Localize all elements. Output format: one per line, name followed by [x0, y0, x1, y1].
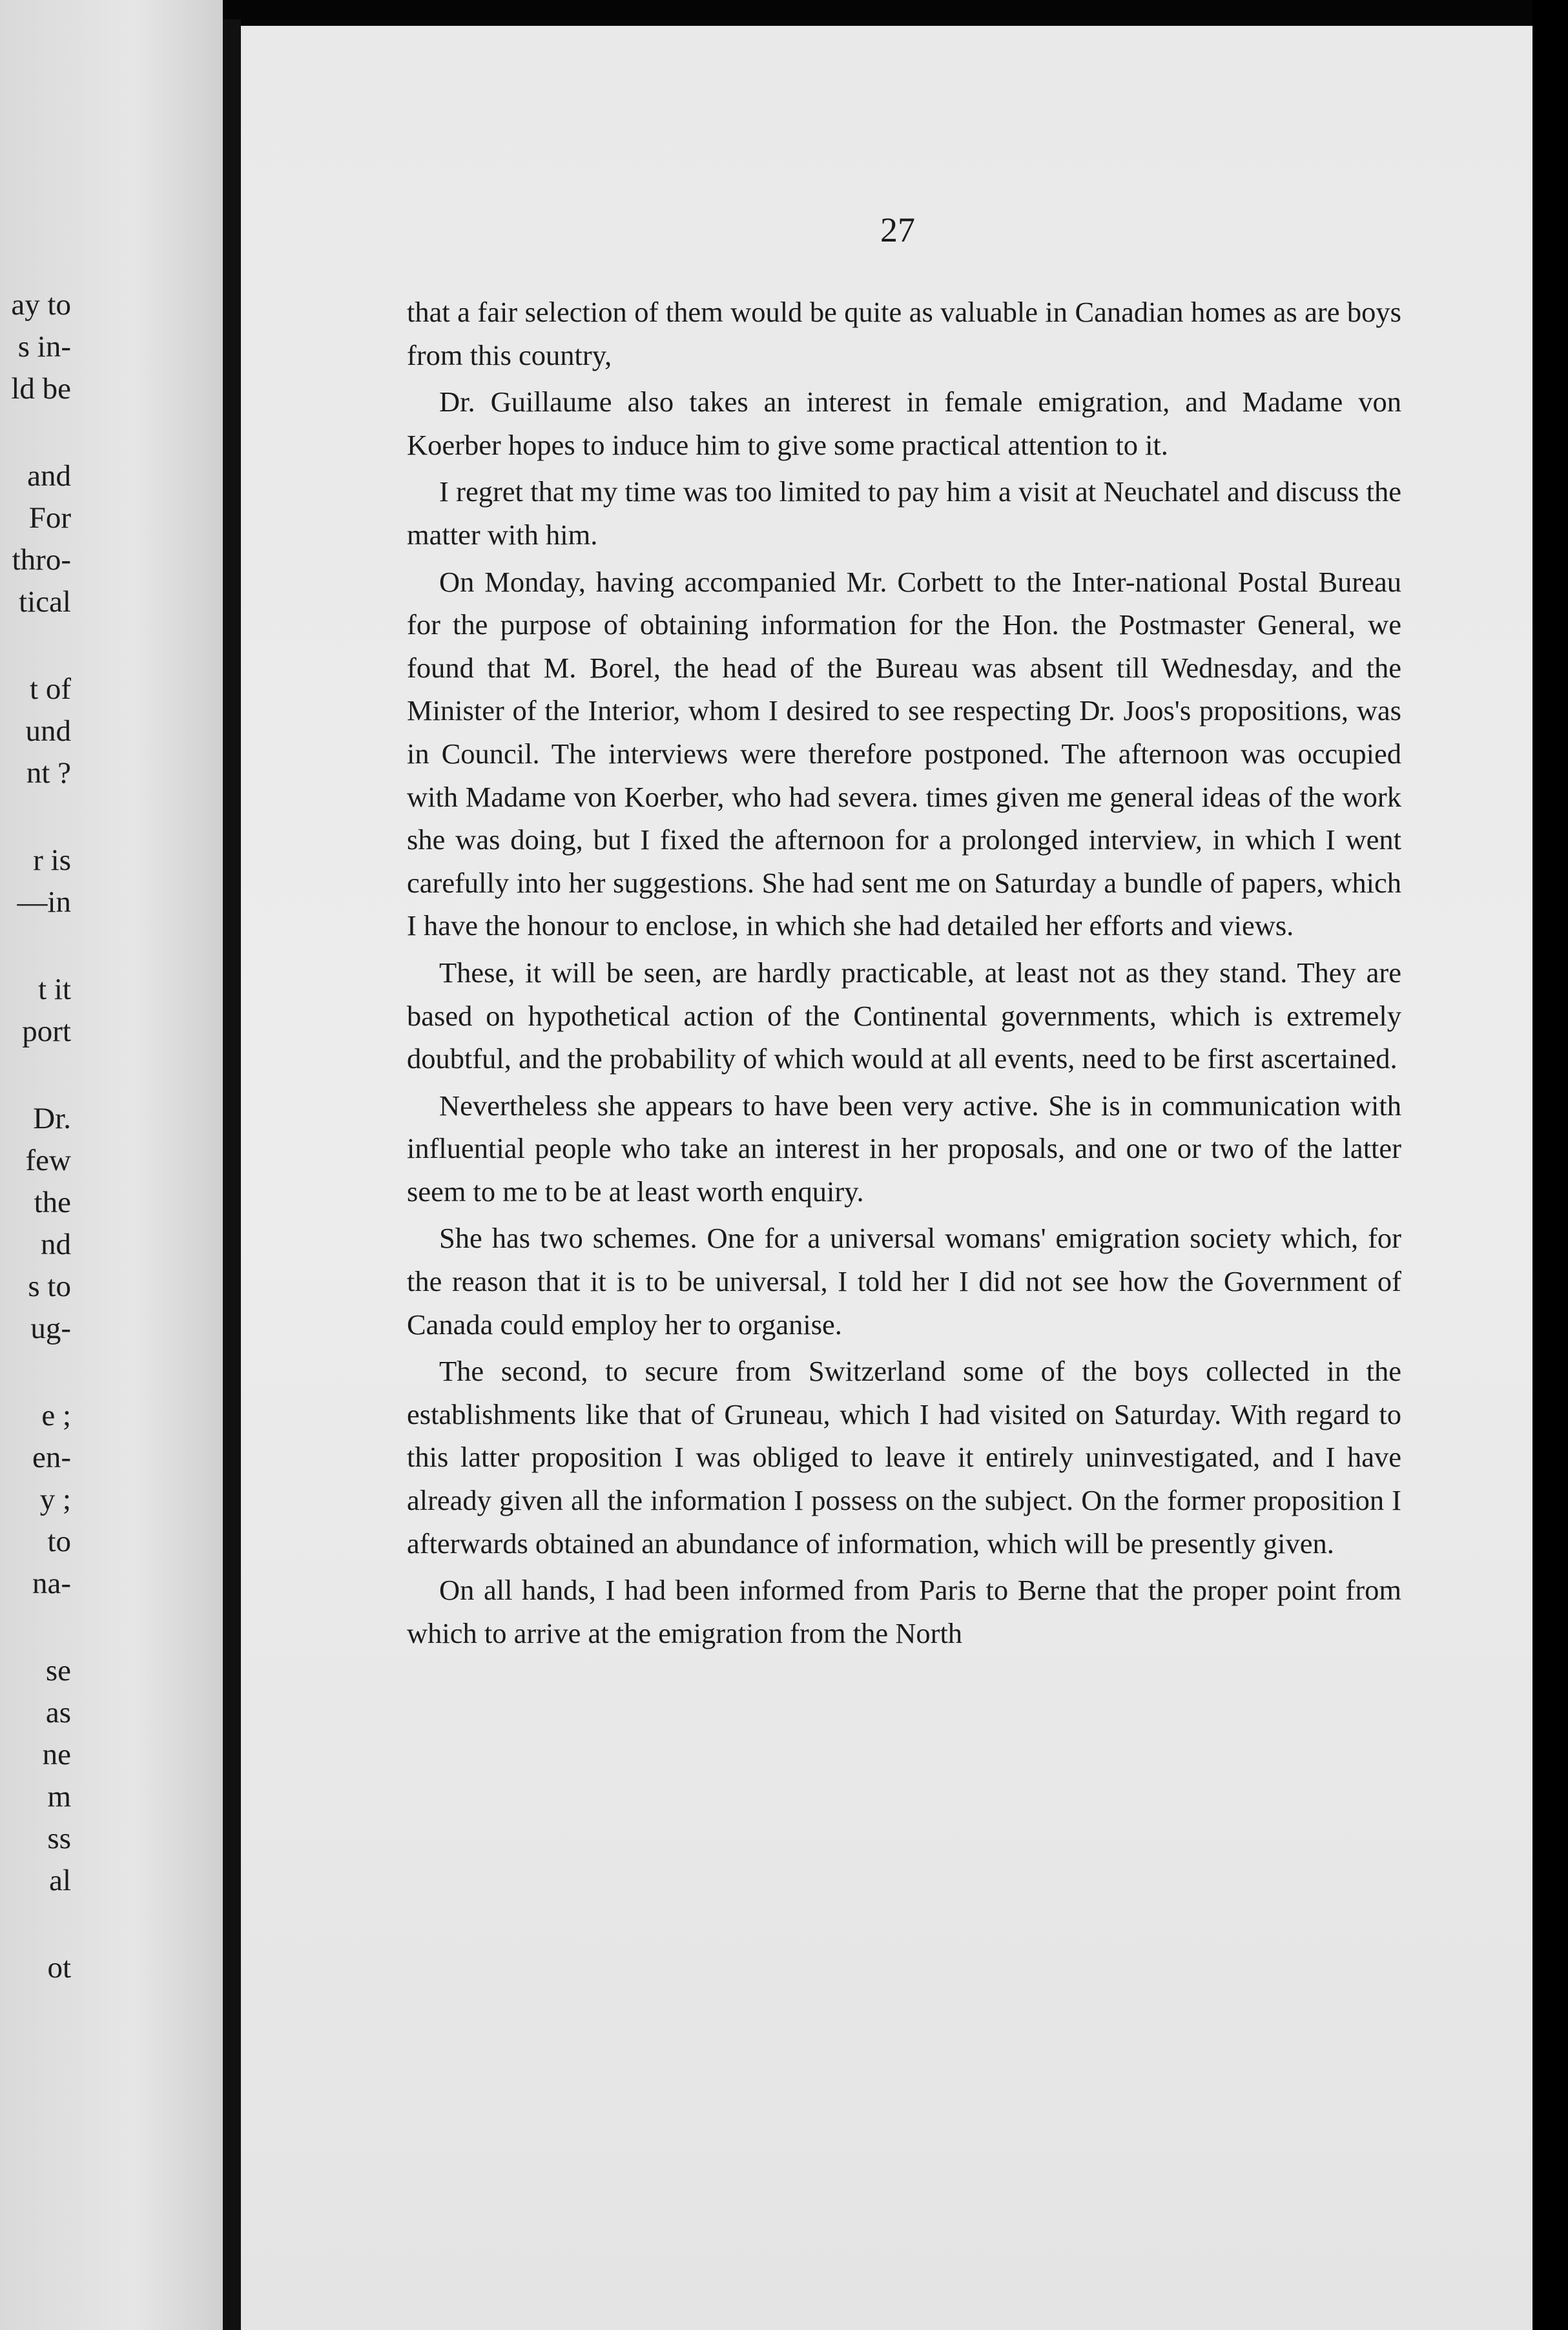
main-page [241, 26, 1532, 2330]
left-page-fragment: se [45, 1654, 71, 1687]
paragraph: The second, to secure from Switzerland some of the boys collected in the establishments like that of Gruneau, which I had visited on Saturday. With regard to this latter proposition I was obliged to leave it entirely uninvestigated, and I have already given all the information I possess on the subject. On the former proposition I afterwards obtained an abundance of information, which will be presently given. [407, 1355, 1401, 1560]
left-page-fragment: as [45, 1696, 71, 1729]
left-page-fragment: and [27, 459, 71, 493]
left-page-fragment: thro- [12, 543, 71, 577]
left-page-fragment: —in [17, 885, 71, 919]
paragraph: On all hands, I had been informed from Paris to Berne that the proper point from which to arrive at the emigration from the North [407, 1574, 1401, 1649]
left-page-fragment: en- [32, 1441, 71, 1474]
left-page-fragment: ss [47, 1822, 71, 1855]
left-page-fragment: tical [19, 585, 71, 619]
left-page-fragment: t of [30, 672, 71, 706]
left-page-fragment: ot [47, 1951, 71, 1985]
paragraph: She has two schemes. One for a universal womans' emigration society which, for the reason that it is to be universal, I told her I did not see how the Government of Canada could employ her to organise. [407, 1222, 1401, 1341]
left-page-fragment: to [47, 1525, 71, 1558]
left-page-fragment: s in- [17, 330, 71, 364]
left-page-fragment: ld be [11, 372, 71, 406]
paragraph: These, it will be seen, are hardly practicable, at least not as they stand. They are based on hypothetical action of the Continental governments, which is extremely doubtful, and the probability of which would at all events, need to be first ascertained. [407, 956, 1401, 1075]
scan-border-right [1532, 0, 1568, 2330]
left-page-fragment: For [28, 501, 71, 535]
left-page-fragment: na- [32, 1567, 71, 1600]
paragraph: Nevertheless she appears to have been very active. She is in communication with influential people who take an interest in her proposals, and one or two of the latter seem to me to be at least worth enquiry. [407, 1089, 1401, 1208]
left-page-fragment: r is [33, 843, 71, 877]
paragraph: On Monday, having accompanied Mr. Corbett to the Inter-national Postal Bureau for the purpose of obtaining information for the Hon. the Postmaster General, we found that M. Borel, the head of the Bureau was absent till Wednesday, and the Minister of the Interior, whom I desired to see respecting Dr. Joos's propositions, was in Council. The interviews were therefore postponed. The afternoon was occupied with Madame von Koerber, who had severa. times given me general ideas of the work she was doing, but I fixed the afternoon for a prolonged interview, in which I went carefully into her suggestions. She had sent me on Saturday a bundle of papers, which I have the honour to enclose, in which she had detailed her efforts and views. [407, 565, 1401, 942]
paragraph: that a fair selection of them would be quite as valuable in Canadian homes as are boys from this country, [407, 296, 1401, 371]
left-page-text [0, 0, 223, 2330]
left-page-fragment: s to [28, 1270, 71, 1303]
left-page-fragment: ug- [30, 1312, 71, 1345]
left-page-fragment: t it [38, 973, 71, 1006]
left-page-fragment: und [25, 714, 71, 748]
left-page-fragment: e ; [41, 1399, 71, 1432]
left-page-fragment: port [22, 1015, 71, 1048]
left-page-fragment: ay to [11, 288, 71, 322]
left-page-fragment: ne [42, 1738, 71, 1771]
left-page-fragment: Dr. [33, 1102, 71, 1135]
page-number: 27 [880, 211, 915, 249]
left-page-fragment: m [47, 1780, 71, 1813]
left-page-fragment: nt ? [26, 756, 71, 790]
left-facing-page [0, 0, 223, 2330]
paragraph: I regret that my time was too limited to pay him a visit at Neuchatel and discuss the matter with him. [407, 475, 1401, 551]
left-page-fragment: the [34, 1186, 71, 1219]
left-page-fragment: few [25, 1144, 71, 1177]
left-page-fragment: y ; [39, 1483, 71, 1516]
body-text [407, 291, 1401, 1658]
left-page-fragment: al [49, 1864, 71, 1897]
left-page-fragment: nd [41, 1228, 71, 1261]
book-gutter [223, 19, 241, 2330]
paragraph: Dr. Guillaume also takes an interest in female emigration, and Madame von Koerber hopes to induce him to give some practical attention to it. [407, 386, 1401, 461]
